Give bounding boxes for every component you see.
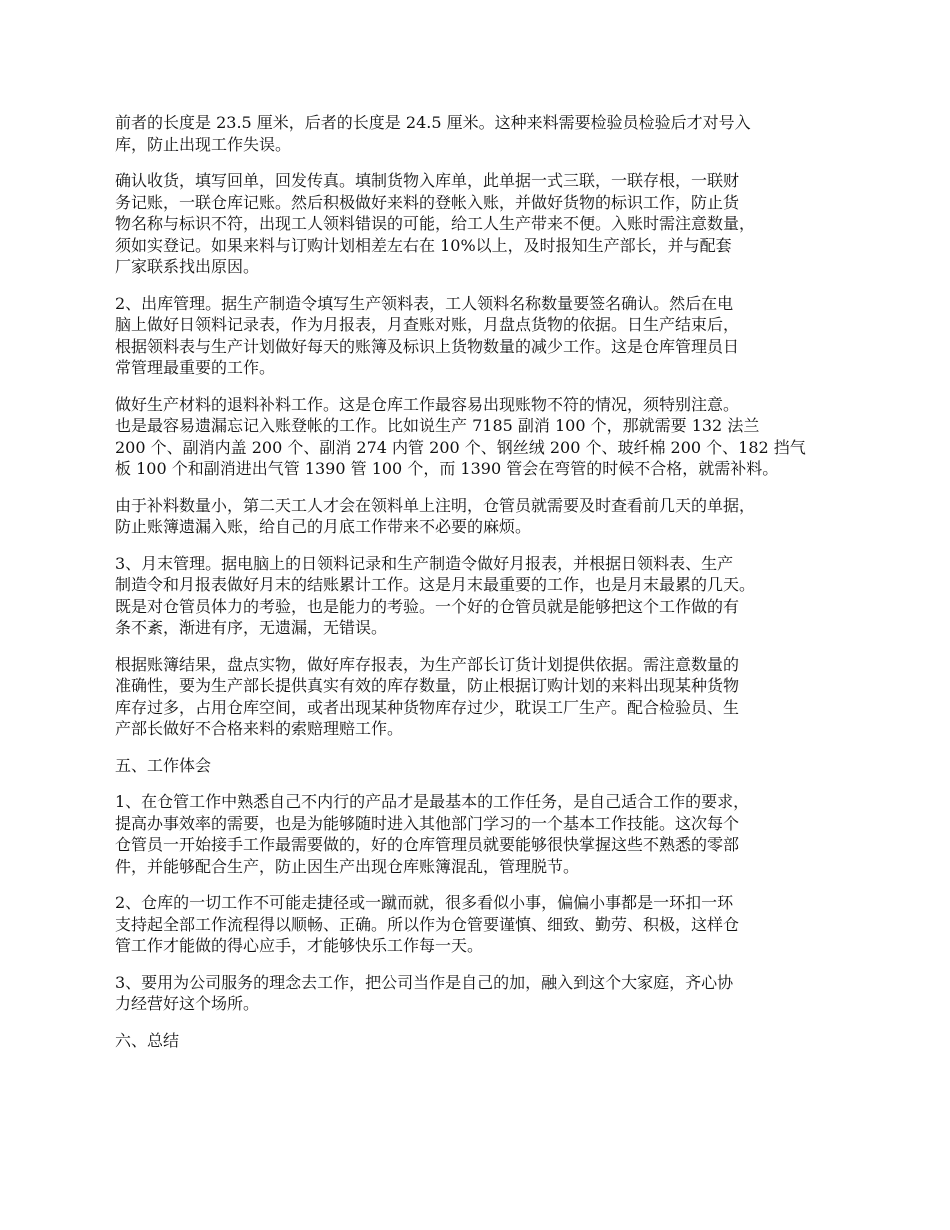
text-line: 务记账，一联仓库记账。然后积极做好来料的登帐入账，并做好货物的标识工作，防止货 bbox=[115, 192, 740, 212]
paragraph-7 bbox=[115, 654, 850, 740]
text-line: 制造令和月报表做好月末的结账累计工作。这是月末最重要的工作，也是月末最累的几天。 bbox=[115, 575, 756, 594]
text-line: 根据账簿结果，盘点实物，做好库存报表，为生产部长订货计划提供依据。需注意数量的 bbox=[115, 654, 740, 674]
text-line: 件，并能够配合生产，防止因生产出现仓库账簿混乱，管理脱节。 bbox=[115, 856, 580, 876]
text-line: 由于补料数量小，第二天工人才会在领料单上注明，仓管员就需要及时查看前几天的单据， bbox=[115, 495, 756, 515]
text-line: 前者的长度是 23.5 厘米，后者的长度是 24.5 厘米。这种来料需要检验员检验后才对号入 bbox=[115, 113, 751, 132]
text-line: 3、月末管理。据电脑上的日领料记录和生产制造令做好月报表，并根据日领料表、生产 bbox=[115, 553, 734, 573]
text-line: 根据领料表与生产计划做好每天的账簿及标识上货物数量的减少工作。这是仓库管理员日 bbox=[115, 336, 740, 356]
section-heading-work-experience bbox=[115, 755, 850, 777]
paragraph-2 bbox=[115, 170, 850, 278]
heading-text: 六、总结 bbox=[115, 1030, 180, 1050]
text-line: 准确性，要为生产部长提供真实有效的库存数量，防止根据订购计划的来料出现某种货物 bbox=[115, 676, 740, 695]
text-line: 管工作才能做的得心应手，才能够快乐工作每一天。 bbox=[115, 936, 484, 955]
document-body bbox=[115, 112, 850, 1066]
text-line: 库，防止出现工作失误。 bbox=[115, 134, 292, 154]
paragraph-5 bbox=[115, 495, 850, 538]
paragraph-3 bbox=[115, 293, 850, 379]
section-heading-summary bbox=[115, 1030, 850, 1052]
text-line: 1、在仓管工作中熟悉自己不内行的产品才是最基本的工作任务，是自己适合工作的要求， bbox=[115, 792, 750, 811]
text-line: 200 个、副消内盖 200 个、副消 274 内管 200 个、钢丝绒 200 个、玻纤棉 200 个、182 挡气 bbox=[115, 437, 806, 457]
text-line: 2、出库管理。据生产制造令填写生产领料表，工人领料名称数量要签名确认。然后在电 bbox=[115, 293, 734, 313]
text-line: 支持起全部工作流程得以顺畅、正确。所以作为仓管要谨慎、细致、勤劳、积极，这样仓 bbox=[115, 914, 740, 934]
text-line: 厂家联系找出原因。 bbox=[115, 257, 260, 276]
text-line: 板 100 个和副消进出气管 1390 管 100 个，而 1390 管会在弯管的时候不合格，就需补料。 bbox=[115, 459, 779, 478]
text-line: 库存过多，占用仓库空间，或者出现某种货物库存过少，耽误工厂生产。配合检验员、生 bbox=[115, 697, 740, 717]
paragraph-10 bbox=[115, 972, 850, 1015]
text-line: 常管理最重要的工作。 bbox=[115, 358, 276, 377]
paragraph-4 bbox=[115, 394, 850, 480]
text-line: 提高办事效率的需要，也是为能够随时进入其他部门学习的一个基本工作技能。这次每个 bbox=[115, 813, 740, 833]
text-line: 脑上做好日领料记录表，作为月报表，月查账对账，月盘点货物的依据。日生产结束后， bbox=[115, 315, 740, 334]
paragraph-8 bbox=[115, 791, 850, 877]
text-line: 也是最容易遗漏忘记入账登帐的工作。比如说生产 7185 副消 100 个，那就需要 132 法兰 bbox=[115, 416, 760, 435]
paragraph-1 bbox=[115, 112, 850, 155]
text-line: 防止账簿遗漏入账，给自己的月底工作带来不必要的麻烦。 bbox=[115, 517, 532, 536]
text-line: 确认收货，填写回单，回发传真。填制货物入库单，此单据一式三联，一联存根，一联财 bbox=[115, 171, 740, 190]
text-line: 力经营好这个场所。 bbox=[115, 994, 260, 1013]
text-line: 仓管员一开始接手工作最需要做的，好的仓库管理员就要能够很快掌握这些不熟悉的零部 bbox=[115, 835, 740, 854]
text-line: 产部长做好不合格来料的索赔理赔工作。 bbox=[115, 719, 404, 738]
text-line: 做好生产材料的退料补料工作。这是仓库工作最容易出现账物不符的情况，须特别注意。 bbox=[115, 394, 740, 414]
text-line: 既是对仓管员体力的考验，也是能力的考验。一个好的仓管员就是能够把这个工作做的有 bbox=[115, 596, 740, 616]
text-line: 2、仓库的一切工作不可能走捷径或一蹴而就，很多看似小事，偏偏小事都是一环扣一环 bbox=[115, 893, 734, 912]
text-line: 3、要用为公司服务的理念去工作，把公司当作是自己的加，融入到这个大家庭，齐心协 bbox=[115, 972, 734, 992]
paragraph-6 bbox=[115, 553, 850, 639]
paragraph-9 bbox=[115, 892, 850, 957]
text-line: 物名称与标识不符，出现工人领料错误的可能，给工人生产带来不便。入账时需注意数量， bbox=[115, 214, 756, 233]
text-line: 须如实登记。如果来料与订购计划相差左右在 10%以上，及时报知生产部长，并与配套 bbox=[115, 235, 732, 255]
heading-text: 五、工作体会 bbox=[115, 755, 212, 775]
text-line: 条不紊，渐进有序，无遗漏，无错误。 bbox=[115, 618, 388, 637]
